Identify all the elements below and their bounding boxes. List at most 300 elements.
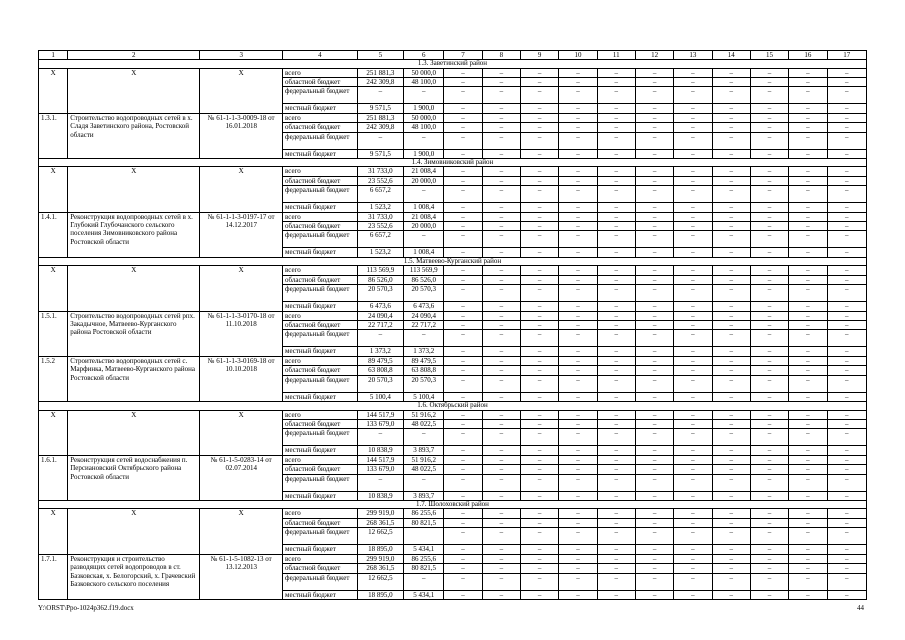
dash-cell: –	[482, 392, 520, 401]
dash-cell: –	[635, 410, 673, 419]
year-amount: 48 022,5	[404, 465, 444, 474]
dash-cell: –	[444, 176, 482, 185]
budget-source: федеральный бюджет	[283, 375, 358, 392]
total-cost: 6 473,6	[357, 302, 403, 311]
budget-source: федеральный бюджет	[283, 474, 358, 491]
budget-source: всего	[283, 356, 358, 365]
budget-source: местный бюджет	[283, 545, 358, 554]
dash-cell: –	[444, 87, 482, 104]
dash-cell: –	[674, 518, 712, 527]
dash-cell: –	[674, 419, 712, 428]
year-amount: 63 808,8	[404, 366, 444, 375]
section-title: 1.7. Шолоховский район	[39, 500, 867, 509]
budget-source: областной бюджет	[283, 176, 358, 185]
dash-cell: –	[521, 356, 559, 365]
dash-cell: –	[521, 231, 559, 248]
dash-cell: –	[482, 330, 520, 347]
budget-source: областной бюджет	[283, 564, 358, 573]
dash-cell: –	[827, 491, 867, 500]
column-number: 8	[482, 51, 520, 60]
dash-cell: –	[559, 87, 597, 104]
year-amount: –	[404, 573, 444, 590]
total-cost: 10 838,9	[357, 491, 403, 500]
dash-cell: –	[674, 212, 712, 221]
year-amount: 5 434,1	[404, 590, 444, 599]
total-cost: 1 523,2	[357, 203, 403, 212]
expertise-document: X	[200, 167, 283, 212]
object-name: Реконструкция водопроводных сетей в х. Глубокий Глубочанского сельского поселения Зимовниковского района Ростовской области	[68, 212, 200, 257]
budget-source: федеральный бюджет	[283, 429, 358, 446]
year-amount: 5 100,4	[404, 392, 444, 401]
dash-cell: –	[789, 132, 827, 149]
year-amount: 51 916,2	[404, 410, 444, 419]
total-cost: 20 570,3	[357, 285, 403, 302]
dash-cell: –	[635, 545, 673, 554]
dash-cell: –	[750, 465, 788, 474]
dash-cell: –	[521, 302, 559, 311]
dash-cell: –	[827, 302, 867, 311]
section-title: 1.3. Заветинский район	[39, 60, 867, 69]
dash-cell: –	[559, 528, 597, 545]
expertise-document: X	[200, 68, 283, 113]
dash-cell: –	[827, 113, 867, 122]
dash-cell: –	[789, 564, 827, 573]
budget-source: местный бюджет	[283, 104, 358, 113]
dash-cell: –	[674, 231, 712, 248]
year-amount: –	[404, 186, 444, 203]
dash-cell: –	[597, 77, 635, 86]
dash-cell: –	[482, 87, 520, 104]
dash-cell: –	[482, 285, 520, 302]
section-title: 1.4. Зимовниковский район	[39, 158, 867, 167]
total-cost: 133 679,0	[357, 419, 403, 428]
dash-cell: –	[789, 176, 827, 185]
dash-cell: –	[750, 149, 788, 158]
dash-cell: –	[482, 248, 520, 257]
total-cost: 20 570,3	[357, 375, 403, 392]
dash-cell: –	[597, 311, 635, 320]
dash-cell: –	[597, 149, 635, 158]
total-cost: 18 895,0	[357, 590, 403, 599]
dash-cell: –	[674, 564, 712, 573]
dash-cell: –	[789, 528, 827, 545]
dash-cell: –	[827, 87, 867, 104]
year-amount: –	[404, 87, 444, 104]
dash-cell: –	[482, 446, 520, 455]
total-cost: 22 717,2	[357, 321, 403, 330]
dash-cell: –	[712, 564, 750, 573]
dash-cell: –	[521, 455, 559, 464]
dash-cell: –	[674, 590, 712, 599]
dash-cell: –	[674, 465, 712, 474]
dash-cell: –	[712, 545, 750, 554]
dash-cell: –	[521, 330, 559, 347]
dash-cell: –	[559, 222, 597, 231]
column-number-row	[39, 51, 867, 60]
dash-cell: –	[789, 212, 827, 221]
dash-cell: –	[789, 77, 827, 86]
expertise-document: X	[200, 266, 283, 311]
dash-cell: –	[712, 528, 750, 545]
dash-cell: –	[559, 491, 597, 500]
dash-cell: –	[597, 248, 635, 257]
dash-cell: –	[789, 248, 827, 257]
total-cost: 251 881,3	[357, 113, 403, 122]
total-cost: 31 733,0	[357, 167, 403, 176]
year-amount: 86 255,6	[404, 554, 444, 563]
budget-source: всего	[283, 266, 358, 275]
dash-cell: –	[635, 347, 673, 356]
dash-cell: –	[674, 509, 712, 518]
table-row	[39, 356, 867, 365]
year-amount: –	[404, 474, 444, 491]
dash-cell: –	[559, 302, 597, 311]
column-number: 11	[597, 51, 635, 60]
budget-source: областной бюджет	[283, 275, 358, 284]
section-row	[39, 158, 867, 167]
dash-cell: –	[444, 321, 482, 330]
object-name: Реконструкция и строительство разводящих сетей водопроводов в ст. Базковская, х. Белогорский, х. Грачевский Базковского сельского поселения	[68, 554, 200, 599]
dash-cell: –	[674, 455, 712, 464]
dash-cell: –	[521, 311, 559, 320]
budget-source: областной бюджет	[283, 77, 358, 86]
total-cost: 63 808,8	[357, 366, 403, 375]
dash-cell: –	[827, 266, 867, 275]
dash-cell: –	[674, 302, 712, 311]
dash-cell: –	[635, 132, 673, 149]
dash-cell: –	[559, 366, 597, 375]
dash-cell: –	[712, 285, 750, 302]
dash-cell: –	[712, 330, 750, 347]
dash-cell: –	[597, 446, 635, 455]
expertise-document: № 61-1-5-1082-13 от 13.12.2013	[200, 554, 283, 599]
dash-cell: –	[789, 123, 827, 132]
dash-cell: –	[444, 455, 482, 464]
dash-cell: –	[827, 455, 867, 464]
dash-cell: –	[827, 68, 867, 77]
dash-cell: –	[444, 366, 482, 375]
dash-cell: –	[827, 429, 867, 446]
dash-cell: –	[521, 176, 559, 185]
dash-cell: –	[444, 410, 482, 419]
dash-cell: –	[635, 429, 673, 446]
dash-cell: –	[635, 465, 673, 474]
dash-cell: –	[521, 375, 559, 392]
total-cost: 89 479,5	[357, 356, 403, 365]
budget-source: областной бюджет	[283, 123, 358, 132]
dash-cell: –	[444, 68, 482, 77]
dash-cell: –	[635, 285, 673, 302]
dash-cell: –	[712, 68, 750, 77]
table-row	[39, 311, 867, 320]
dash-cell: –	[635, 474, 673, 491]
dash-cell: –	[750, 104, 788, 113]
dash-cell: –	[750, 176, 788, 185]
dash-cell: –	[635, 275, 673, 284]
dash-cell: –	[559, 518, 597, 527]
year-amount: 5 434,1	[404, 545, 444, 554]
object-name: Строительство водопроводных сетей рпх. Закадычное, Матвеево-Курганского района Ростовской области	[68, 311, 200, 356]
column-number: 10	[559, 51, 597, 60]
dash-cell: –	[789, 321, 827, 330]
dash-cell: –	[597, 222, 635, 231]
dash-cell: –	[750, 356, 788, 365]
dash-cell: –	[482, 203, 520, 212]
dash-cell: –	[750, 311, 788, 320]
dash-cell: –	[789, 573, 827, 590]
dash-cell: –	[712, 266, 750, 275]
dash-cell: –	[482, 321, 520, 330]
dash-cell: –	[559, 231, 597, 248]
dash-cell: –	[559, 311, 597, 320]
total-cost: 144 517,9	[357, 410, 403, 419]
year-amount: 113 569,9	[404, 266, 444, 275]
dash-cell: –	[674, 123, 712, 132]
dash-cell: –	[444, 554, 482, 563]
dash-cell: –	[482, 222, 520, 231]
dash-cell: –	[712, 176, 750, 185]
column-number: 5	[357, 51, 403, 60]
budget-source: федеральный бюджет	[283, 231, 358, 248]
dash-cell: –	[789, 275, 827, 284]
dash-cell: –	[789, 311, 827, 320]
budget-table-sheet	[38, 50, 867, 600]
dash-cell: –	[559, 266, 597, 275]
dash-cell: –	[521, 132, 559, 149]
expertise-document: № 61-1-1-3-0170-18 от 11.10.2018	[200, 311, 283, 356]
dash-cell: –	[444, 419, 482, 428]
dash-cell: –	[635, 113, 673, 122]
year-amount: 20 000,0	[404, 222, 444, 231]
dash-cell: –	[444, 123, 482, 132]
total-cost: 299 919,0	[357, 554, 403, 563]
dash-cell: –	[635, 302, 673, 311]
dash-cell: –	[712, 474, 750, 491]
dash-cell: –	[521, 347, 559, 356]
dash-cell: –	[712, 132, 750, 149]
dash-cell: –	[674, 330, 712, 347]
dash-cell: –	[674, 545, 712, 554]
dash-cell: –	[482, 429, 520, 446]
object-name: X	[68, 410, 200, 455]
dash-cell: –	[482, 554, 520, 563]
dash-cell: –	[559, 77, 597, 86]
dash-cell: –	[750, 132, 788, 149]
year-amount: 22 717,2	[404, 321, 444, 330]
dash-cell: –	[444, 474, 482, 491]
dash-cell: –	[482, 356, 520, 365]
dash-cell: –	[712, 465, 750, 474]
dash-cell: –	[521, 446, 559, 455]
dash-cell: –	[521, 113, 559, 122]
column-number: 7	[444, 51, 482, 60]
budget-source: всего	[283, 455, 358, 464]
total-cost: 133 679,0	[357, 465, 403, 474]
dash-cell: –	[674, 104, 712, 113]
dash-cell: –	[482, 564, 520, 573]
dash-cell: –	[559, 203, 597, 212]
dash-cell: –	[750, 222, 788, 231]
dash-cell: –	[521, 410, 559, 419]
dash-cell: –	[827, 285, 867, 302]
dash-cell: –	[712, 375, 750, 392]
dash-cell: –	[789, 590, 827, 599]
dash-cell: –	[444, 212, 482, 221]
dash-cell: –	[444, 573, 482, 590]
total-cost: –	[357, 474, 403, 491]
dash-cell: –	[827, 518, 867, 527]
total-cost: 12 662,5	[357, 573, 403, 590]
dash-cell: –	[712, 590, 750, 599]
dash-cell: –	[674, 311, 712, 320]
dash-cell: –	[597, 186, 635, 203]
dash-cell: –	[597, 491, 635, 500]
dash-cell: –	[597, 266, 635, 275]
budget-source: федеральный бюджет	[283, 186, 358, 203]
dash-cell: –	[444, 356, 482, 365]
dash-cell: –	[750, 573, 788, 590]
dash-cell: –	[635, 222, 673, 231]
dash-cell: –	[444, 186, 482, 203]
total-cost: 242 309,8	[357, 77, 403, 86]
dash-cell: –	[827, 474, 867, 491]
dash-cell: –	[559, 446, 597, 455]
column-number: 12	[635, 51, 673, 60]
dash-cell: –	[674, 132, 712, 149]
dash-cell: –	[559, 68, 597, 77]
dash-cell: –	[635, 123, 673, 132]
dash-cell: –	[789, 104, 827, 113]
dash-cell: –	[597, 330, 635, 347]
dash-cell: –	[827, 123, 867, 132]
dash-cell: –	[482, 132, 520, 149]
dash-cell: –	[444, 203, 482, 212]
dash-cell: –	[827, 375, 867, 392]
dash-cell: –	[674, 347, 712, 356]
dash-cell: –	[635, 248, 673, 257]
dash-cell: –	[789, 113, 827, 122]
dash-cell: –	[712, 347, 750, 356]
expertise-document: № 61-1-5-0283-14 от 02.07.2014	[200, 455, 283, 500]
dash-cell: –	[827, 167, 867, 176]
dash-cell: –	[789, 149, 827, 158]
dash-cell: –	[712, 573, 750, 590]
dash-cell: –	[674, 203, 712, 212]
dash-cell: –	[789, 186, 827, 203]
dash-cell: –	[789, 410, 827, 419]
dash-cell: –	[597, 573, 635, 590]
dash-cell: –	[559, 176, 597, 185]
dash-cell: –	[750, 419, 788, 428]
year-amount	[404, 528, 444, 545]
dash-cell: –	[827, 446, 867, 455]
dash-cell: –	[559, 590, 597, 599]
year-amount: 48 100,0	[404, 123, 444, 132]
dash-cell: –	[635, 68, 673, 77]
dash-cell: –	[789, 366, 827, 375]
dash-cell: –	[559, 573, 597, 590]
total-cost: –	[357, 429, 403, 446]
object-name: Реконструкция сетей водоснабжения п. Персиановский Октябрьского района Ростовской области	[68, 455, 200, 500]
dash-cell: –	[444, 222, 482, 231]
dash-cell: –	[635, 203, 673, 212]
year-amount: 1 008,4	[404, 248, 444, 257]
dash-cell: –	[712, 123, 750, 132]
dash-cell: –	[482, 68, 520, 77]
dash-cell: –	[482, 474, 520, 491]
dash-cell: –	[559, 429, 597, 446]
item-number: 1.7.1.	[39, 554, 68, 599]
budget-source: всего	[283, 68, 358, 77]
dash-cell: –	[750, 545, 788, 554]
dash-cell: –	[750, 554, 788, 563]
table-row	[39, 455, 867, 464]
dash-cell: –	[635, 564, 673, 573]
budget-source: местный бюджет	[283, 248, 358, 257]
dash-cell: –	[712, 212, 750, 221]
dash-cell: –	[827, 275, 867, 284]
total-cost: 144 517,9	[357, 455, 403, 464]
dash-cell: –	[521, 123, 559, 132]
dash-cell: –	[597, 375, 635, 392]
dash-cell: –	[444, 392, 482, 401]
dash-cell: –	[674, 474, 712, 491]
dash-cell: –	[482, 231, 520, 248]
dash-cell: –	[597, 429, 635, 446]
dash-cell: –	[597, 347, 635, 356]
table-row	[39, 68, 867, 77]
total-cost: 86 526,0	[357, 275, 403, 284]
dash-cell: –	[559, 465, 597, 474]
dash-cell: –	[750, 330, 788, 347]
dash-cell: –	[482, 275, 520, 284]
object-name: X	[68, 266, 200, 311]
budget-source: областной бюджет	[283, 419, 358, 428]
budget-source: всего	[283, 509, 358, 518]
budget-source: местный бюджет	[283, 149, 358, 158]
year-amount: 80 821,5	[404, 564, 444, 573]
section-row	[39, 60, 867, 69]
dash-cell: –	[789, 392, 827, 401]
dash-cell: –	[827, 132, 867, 149]
dash-cell: –	[635, 392, 673, 401]
dash-cell: –	[521, 266, 559, 275]
dash-cell: –	[750, 186, 788, 203]
dash-cell: –	[597, 564, 635, 573]
dash-cell: –	[559, 509, 597, 518]
budget-source: всего	[283, 311, 358, 320]
dash-cell: –	[635, 419, 673, 428]
dash-cell: –	[712, 275, 750, 284]
dash-cell: –	[712, 491, 750, 500]
dash-cell: –	[444, 285, 482, 302]
dash-cell: –	[482, 167, 520, 176]
item-number: X	[39, 410, 68, 455]
dash-cell: –	[750, 302, 788, 311]
dash-cell: –	[444, 275, 482, 284]
year-amount: 80 821,5	[404, 518, 444, 527]
dash-cell: –	[597, 87, 635, 104]
dash-cell: –	[521, 149, 559, 158]
dash-cell: –	[750, 248, 788, 257]
dash-cell: –	[712, 186, 750, 203]
dash-cell: –	[597, 528, 635, 545]
item-number: 1.4.1.	[39, 212, 68, 257]
total-cost: –	[357, 132, 403, 149]
total-cost: 242 309,8	[357, 123, 403, 132]
dash-cell: –	[521, 167, 559, 176]
dash-cell: –	[827, 212, 867, 221]
